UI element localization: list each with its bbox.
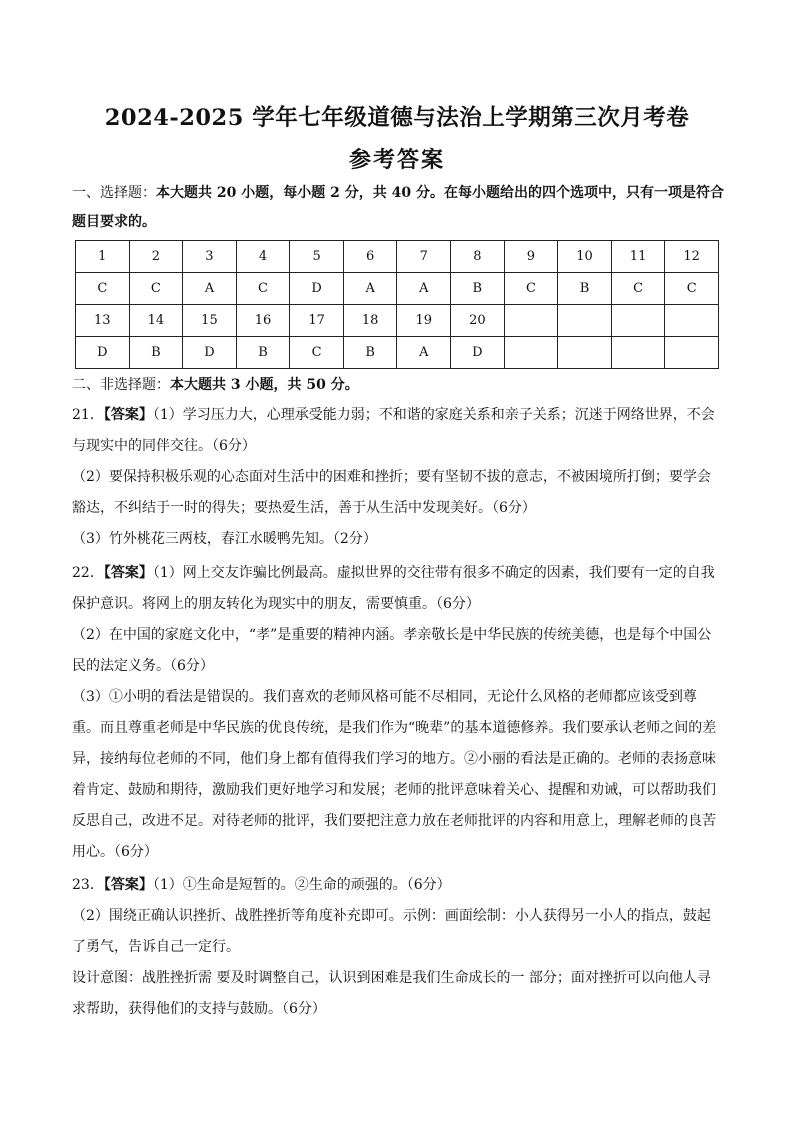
answer-letter-cell: D — [183, 337, 237, 369]
section-nonchoice-heading — [72, 371, 724, 400]
answer-letter-cell: A — [397, 337, 451, 369]
section-nonchoice-label: 二、非选择题： — [72, 377, 170, 393]
answer-letter-cell: B — [343, 337, 397, 369]
question-number-cell: 4 — [236, 241, 290, 273]
answer-letter-cell: C — [129, 273, 183, 305]
answer-letter-cell — [504, 337, 558, 369]
answer-letter-cell — [558, 337, 612, 369]
question-number-cell — [504, 305, 558, 337]
question-number-cell: 10 — [558, 241, 612, 273]
question-number-cell: 3 — [183, 241, 237, 273]
answer-letter-cell: D — [451, 337, 505, 369]
question-number-cell — [665, 305, 719, 337]
question-number: 23． — [72, 877, 104, 893]
question-number: 21． — [72, 407, 104, 423]
answer-letter-cell: D — [76, 337, 130, 369]
section-choice-text: 本大题共 20 小题，每小题 2 分，共 40 分。在每小题给出的四个选项中，只有一项是符合题目要求的。 — [72, 185, 724, 230]
question-number-cell: 9 — [504, 241, 558, 273]
answer-tag: 【答案】 — [103, 877, 153, 893]
question-number: 22． — [72, 565, 104, 581]
answer-letter-cell: B — [451, 273, 505, 305]
answer-part-1: （1）学习压力大，心理承受能力弱；不和谐的家庭关系和亲子关系；沉迷于网络世界，不会与现实中的同伴交往。（6分） — [72, 407, 715, 454]
answer-table-row — [76, 337, 719, 369]
question-number-cell: 12 — [665, 241, 719, 273]
question-number-cell — [611, 305, 665, 337]
question-22-answer — [72, 558, 724, 868]
question-number-cell: 11 — [611, 241, 665, 273]
question-number-cell: 7 — [397, 241, 451, 273]
answer-part-3: （3）①小明的看法是错误的。我们喜欢的老师风格可能不尽相同，无论什么风格的老师都应该受到尊重。而且尊重老师是中华民族的优良传统，是我们作为“晚辈”的基本道德修养。我们要承认老师之间的差异，接纳每位老师的不同，他们身上都有值得我们学习的地方。②小丽的看法是正确的。老师的表扬意味着肯定、鼓励和期待，激励我们更好地学习和发展；老师的批评意味着关心、提醒和劝诫，可以帮助我们反思自己，改进不足。对待老师的批评，我们要把注意力放在老师批评的内容和用意上，理解老师的良苦用心。（6分） — [72, 689, 717, 860]
answer-part-3: 设计意图：战胜挫折需 要及时调整自己，认识到困难是我们生命成长的一 部分；面对挫折可以向他人寻求帮助，获得他们的支持与鼓励。（6分） — [72, 970, 711, 1017]
page-title: 2024-2025 学年七年级道德与法治上学期第三次月考卷 — [104, 105, 690, 131]
answer-letter-cell: C — [665, 273, 719, 305]
answer-table-row — [76, 273, 719, 305]
answer-tag: 【答案】 — [103, 565, 153, 581]
section-choice-label: 一、选择题： — [72, 185, 156, 201]
question-number-cell: 6 — [343, 241, 397, 273]
answer-part-1: （1）①生命是短暂的。②生命的顽强的。（6分） — [152, 877, 451, 893]
question-number-cell: 17 — [290, 305, 344, 337]
question-number-cell: 2 — [129, 241, 183, 273]
answer-letter-cell: C — [290, 337, 344, 369]
question-21-answer — [72, 400, 724, 555]
answer-letter-cell: B — [236, 337, 290, 369]
question-number-cell: 5 — [290, 241, 344, 273]
answer-letter-cell: A — [343, 273, 397, 305]
answer-letter-cell: A — [397, 273, 451, 305]
answer-letter-cell: D — [290, 273, 344, 305]
answer-table — [75, 240, 719, 369]
section-choice-heading — [72, 179, 724, 237]
question-number-cell: 1 — [76, 241, 130, 273]
answer-table-row — [76, 305, 719, 337]
section-nonchoice-text: 本大题共 3 小题，共 50 分。 — [170, 377, 359, 393]
answer-part-1: （1）网上交友诈骗比例最高。虚拟世界的交往带有很多不确定的因素，我们要有一定的自我保护意识。将网上的朋友转化为现实中的朋友，需要慎重。（6分） — [72, 565, 715, 612]
answer-tag: 【答案】 — [103, 407, 153, 423]
question-number-cell: 14 — [129, 305, 183, 337]
answer-letter-cell: B — [129, 337, 183, 369]
question-number-cell: 18 — [343, 305, 397, 337]
question-number-cell: 15 — [183, 305, 237, 337]
answer-letter-cell: B — [558, 273, 612, 305]
question-number-cell: 19 — [397, 305, 451, 337]
question-number-cell: 20 — [451, 305, 505, 337]
answer-letter-cell: C — [236, 273, 290, 305]
question-number-cell: 8 — [451, 241, 505, 273]
answer-letter-cell — [665, 337, 719, 369]
question-number-cell: 16 — [236, 305, 290, 337]
answer-part-3: （3）竹外桃花三两枝，春江水暖鸭先知。（2分） — [72, 531, 377, 547]
answer-letter-cell: C — [76, 273, 130, 305]
question-23-answer — [72, 870, 724, 1025]
answer-letter-cell: C — [611, 273, 665, 305]
answer-part-2: （2）在中国的家庭文化中，“孝”是重要的精神内涵。孝亲敬长是中华民族的传统美德，也是每个中国公民的法定义务。（6分） — [72, 627, 712, 674]
page-subtitle: 参考答案 — [348, 147, 445, 173]
question-number-cell — [558, 305, 612, 337]
answer-part-2: （2）要保持积极乐观的心态面对生活中的困难和挫折；要有坚韧不拔的意志，不被困境所打倒；要学会豁达，不纠结于一时的得失；要热爱生活，善于从生活中发现美好。（6分） — [72, 469, 711, 516]
answer-table-row — [76, 241, 719, 273]
answer-part-2: （2）围绕正确认识挫折、战胜挫折等角度补充即可。示例：画面绘制：小人获得另一小人的指点，鼓起了勇气，告诉自己一定行。 — [72, 908, 711, 955]
answer-letter-cell: A — [183, 273, 237, 305]
question-number-cell: 13 — [76, 305, 130, 337]
answer-letter-cell — [611, 337, 665, 369]
answer-letter-cell: C — [504, 273, 558, 305]
